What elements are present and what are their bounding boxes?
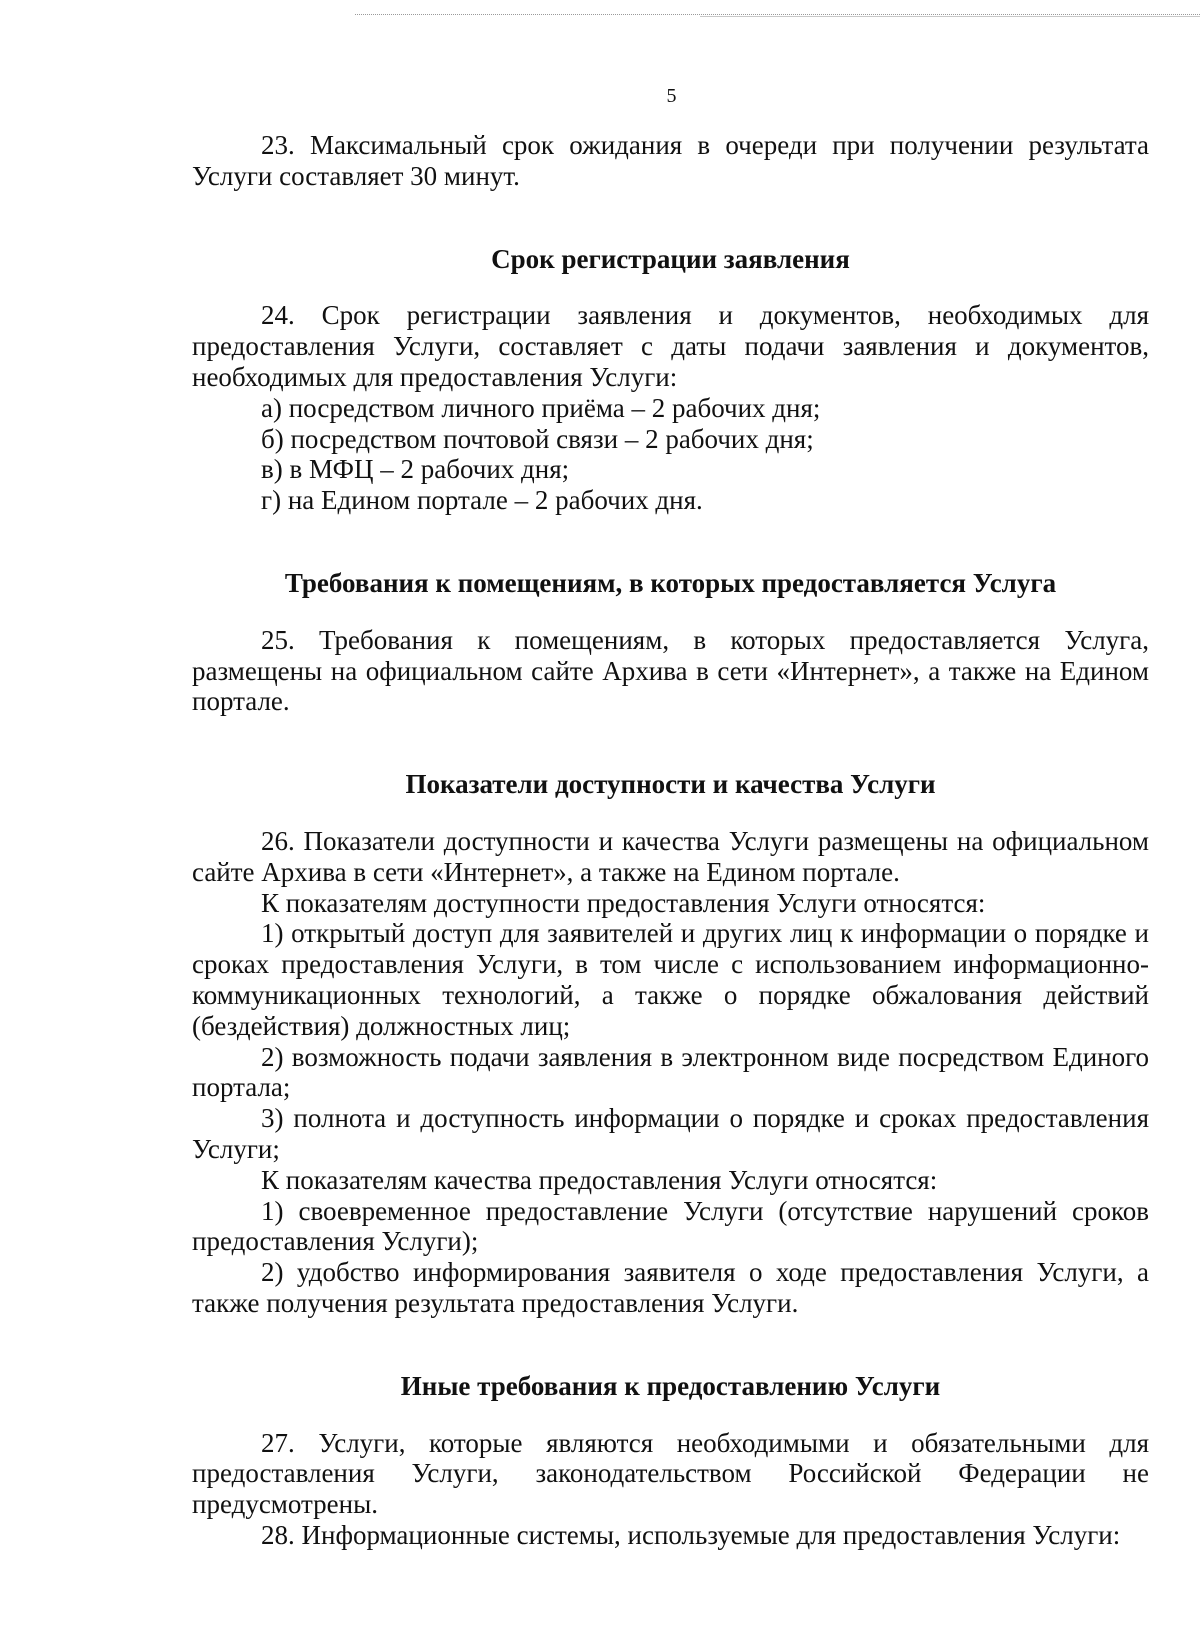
list-item-g: г) на Едином портале – 2 рабочих дня. <box>261 485 703 516</box>
scan-edge-line <box>355 14 1200 15</box>
heading-accessibility-quality: Показатели доступности и качества Услуги <box>405 769 936 800</box>
list-item-a: а) посредством личного приёма – 2 рабочих дня; <box>261 392 821 423</box>
paragraph-quality-intro: К показателям качества предоставления Услуги относятся: <box>261 1164 938 1195</box>
paragraph-accessibility-3: 3) полнота и доступность информации о порядке и сроках предоставления Услуги; <box>192 1103 1149 1164</box>
heading-other-requirements: Иные требования к предоставлению Услуги <box>400 1370 941 1401</box>
paragraph-26: 26. Показатели доступности и качества Услуги размещены на официальном сайте Архива в сети «Интернет», а также на Едином портале. <box>192 825 1149 887</box>
heading-registration-term: Срок регистрации заявления <box>491 243 850 274</box>
list-item-b: б) посредством почтовой связи – 2 рабочих дня; <box>261 423 814 454</box>
paragraph-accessibility-1: 1) открытый доступ для заявителей и других лиц к информации о порядке и сроках предоставления Услуги, в том числе с использованием информационно-коммуникационных технологий, а также о порядке обжалования действий (бездействия) должностных лиц; <box>192 918 1149 1041</box>
page-number: 5 <box>666 85 677 107</box>
heading-premises-requirements: Требования к помещениям, в которых предоставляется Услуга <box>284 567 1057 598</box>
paragraph-quality-1: 1) своевременное предоставление Услуги (отсутствие нарушений сроков предоставления Услуги); <box>192 1195 1149 1257</box>
paragraph-24: 24. Срок регистрации заявления и документов, необходимых для предоставления Услуги, составляет с даты подачи заявления и документов, необходимых для предоставления Услуги: <box>192 300 1149 392</box>
paragraph-23: 23. Максимальный срок ожидания в очереди при получении результата Услуги составляет 30 минут. <box>192 130 1149 191</box>
paragraph-accessibility-2: 2) возможность подачи заявления в электронном виде посредством Единого портала; <box>192 1041 1149 1103</box>
registration-term-list <box>192 393 1149 516</box>
paragraph-27: 27. Услуги, которые являются необходимыми и обязательными для предоставления Услуги, законодательством Российской Федерации не предусмотрены. <box>192 1427 1149 1520</box>
scan-edge-line-secondary <box>700 16 1200 17</box>
paragraph-25: 25. Требования к помещениям, в которых предоставляется Услуга, размещены на официальном сайте Архива в сети «Интернет», а также на Едином портале. <box>192 624 1149 717</box>
paragraph-accessibility-intro: К показателям доступности предоставления Услуги относятся: <box>261 887 986 918</box>
paragraph-quality-2: 2) удобство информирования заявителя о ходе предоставления Услуги, а также получения результата предоставления Услуги. <box>192 1257 1149 1318</box>
list-item-v: в) в МФЦ – 2 рабочих дня; <box>261 454 570 485</box>
paragraph-28: 28. Информационные системы, используемые для предоставления Услуги: <box>261 1519 1121 1550</box>
document-body <box>192 130 1149 1551</box>
